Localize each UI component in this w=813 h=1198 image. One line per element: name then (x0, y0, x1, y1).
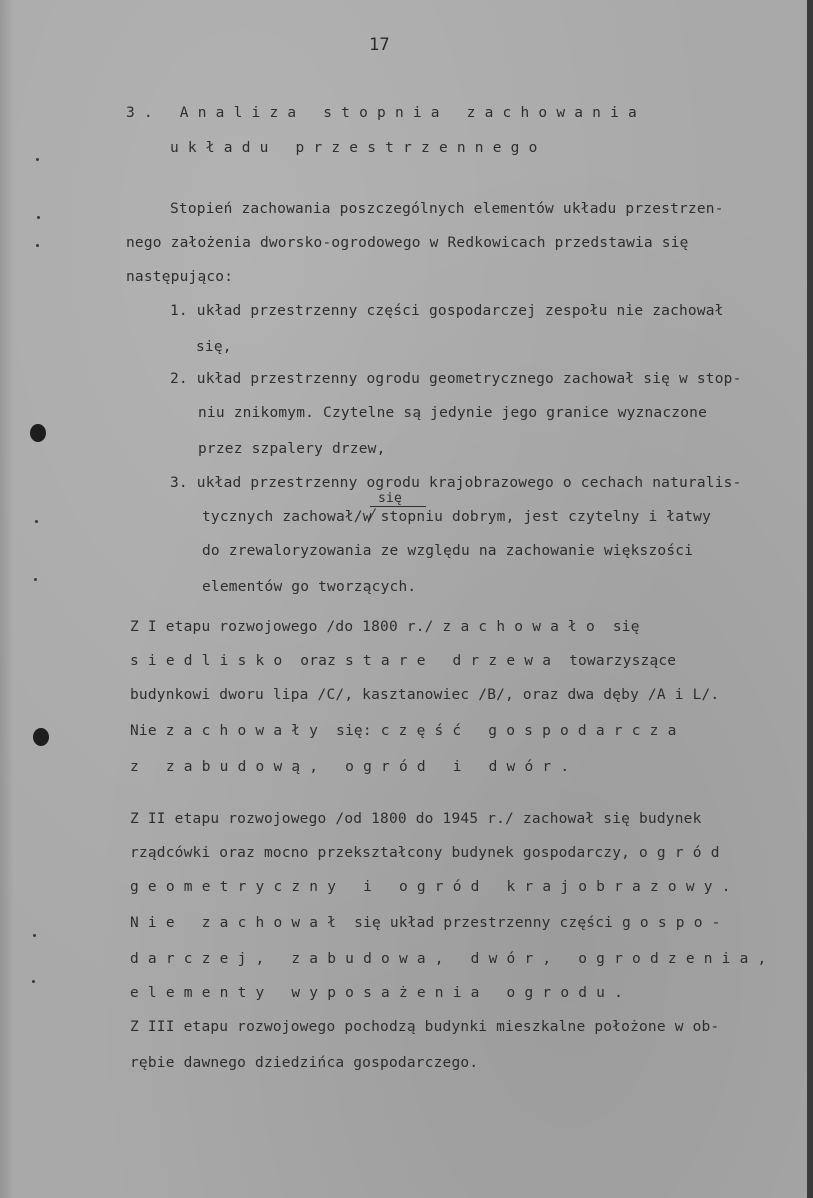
stage-1-line-2-text-a: oraz (291, 653, 345, 669)
section-heading-line-2: układu przestrzennego (170, 140, 547, 156)
punch-hole-top (30, 424, 46, 442)
list-item-1-line-1: 1. układ przestrzenny części gospodarczej zespołu nie zachował (170, 303, 724, 319)
stage-2-line-3: geometryczny i ogród krajobrazowy. (130, 879, 740, 895)
stage-2-line-6: elementy wyposażenia ogrodu. (130, 985, 633, 1001)
stage-3-line-2: rębie dawnego dziedzińca gospodarczego. (130, 1055, 479, 1071)
page-right-edge (807, 0, 813, 1198)
emphasis-zachowalo: zachowało (442, 619, 604, 635)
stage-1-line-2 (130, 652, 676, 670)
stage-1-line-1-end: się (603, 619, 640, 635)
section-heading-line-1: 3. Analiza stopnia zachowania (126, 105, 646, 121)
stage-1-line-1 (130, 618, 640, 636)
stage-2-line-2 (130, 844, 729, 862)
intro-line-3: następująco: (126, 269, 234, 285)
stage-2-line-2-text: rządcówki oraz mocno przekształcony budynek gospodarczy, (130, 845, 639, 861)
handwritten-insertion: się (378, 491, 403, 506)
emphasis-ogrod: ogród (639, 845, 729, 861)
stage-2-line-4-text: się układ przestrzenny części (345, 915, 622, 931)
stage-1-line-3: budynkowi dworu lipa /C/, kasztanowiec /B/, oraz dwa dęby /A i L/. (130, 687, 720, 703)
emphasis-czesc-gospodarcza: część gospodarcza (380, 723, 686, 739)
stage-1-line-2-text-b: towarzyszące (560, 653, 677, 669)
margin-speck (33, 934, 36, 937)
stage-1-line-4-text-a: Nie (130, 723, 166, 739)
stage-2-line-1: Z II etapu rozwojowego /od 1800 do 1945 r./ zachował się budynek (130, 811, 702, 827)
stage-1-line-4 (130, 722, 686, 740)
insertion-underline (370, 506, 426, 507)
punch-hole-bottom (33, 728, 49, 746)
list-item-2-line-2: niu znikomym. Czytelne są jedynie jego granice wyznaczone (198, 405, 707, 421)
margin-speck (37, 216, 40, 219)
stage-1-line-1-text: Z I etapu rozwojowego /do 1800 r./ (130, 619, 443, 635)
intro-line-1: Stopień zachowania poszczególnych elementów układu przestrzen- (170, 201, 724, 217)
emphasis-stare-drzewa: stare drzewa (344, 653, 561, 669)
list-item-1-line-2: się, (196, 339, 232, 355)
page-left-shadow (0, 0, 14, 1198)
margin-speck (34, 578, 37, 581)
emphasis-siedlisko: siedlisko (130, 653, 292, 669)
stage-1-line-5: z zabudową, ogród i dwór. (130, 759, 579, 775)
stage-2-line-4 (130, 914, 730, 932)
list-item-2-line-1: 2. układ przestrzenny ogrodu geometrycznego zachował się w stop- (170, 371, 742, 387)
emphasis-zachowaly: zachowały (165, 723, 328, 739)
list-item-3-line-2: tycznych zachował/w stopniu dobrym, jest czytelny i łatwy (202, 509, 711, 525)
margin-speck (35, 520, 38, 523)
margin-speck (36, 244, 39, 247)
emphasis-nie-zachowal: Nie zachował (130, 915, 346, 931)
list-item-2-line-3: przez szpalery drzew, (198, 441, 386, 457)
list-item-3-line-3: do zrewaloryzowania ze względu na zachowanie większości (202, 543, 694, 559)
emphasis-gospo: gospo- (622, 915, 730, 931)
list-item-3-line-4: elementów go tworzących. (202, 579, 417, 595)
margin-speck (36, 158, 39, 161)
page-number: 17 (369, 35, 390, 55)
stage-2-line-5: darczej, zabudowa, dwór, ogrodzenia, (130, 951, 776, 967)
list-item-3-line-1: 3. układ przestrzenny ogrodu krajobrazowego o cechach naturalis- (170, 475, 742, 491)
intro-line-2: nego założenia dworsko-ogrodowego w Redkowicach przedstawia się (126, 235, 689, 251)
stage-3-line-1: Z III etapu rozwojowego pochodzą budynki mieszkalne położone w ob- (130, 1019, 720, 1035)
margin-speck (32, 980, 35, 983)
stage-1-line-4-text-b: się: (327, 723, 381, 739)
